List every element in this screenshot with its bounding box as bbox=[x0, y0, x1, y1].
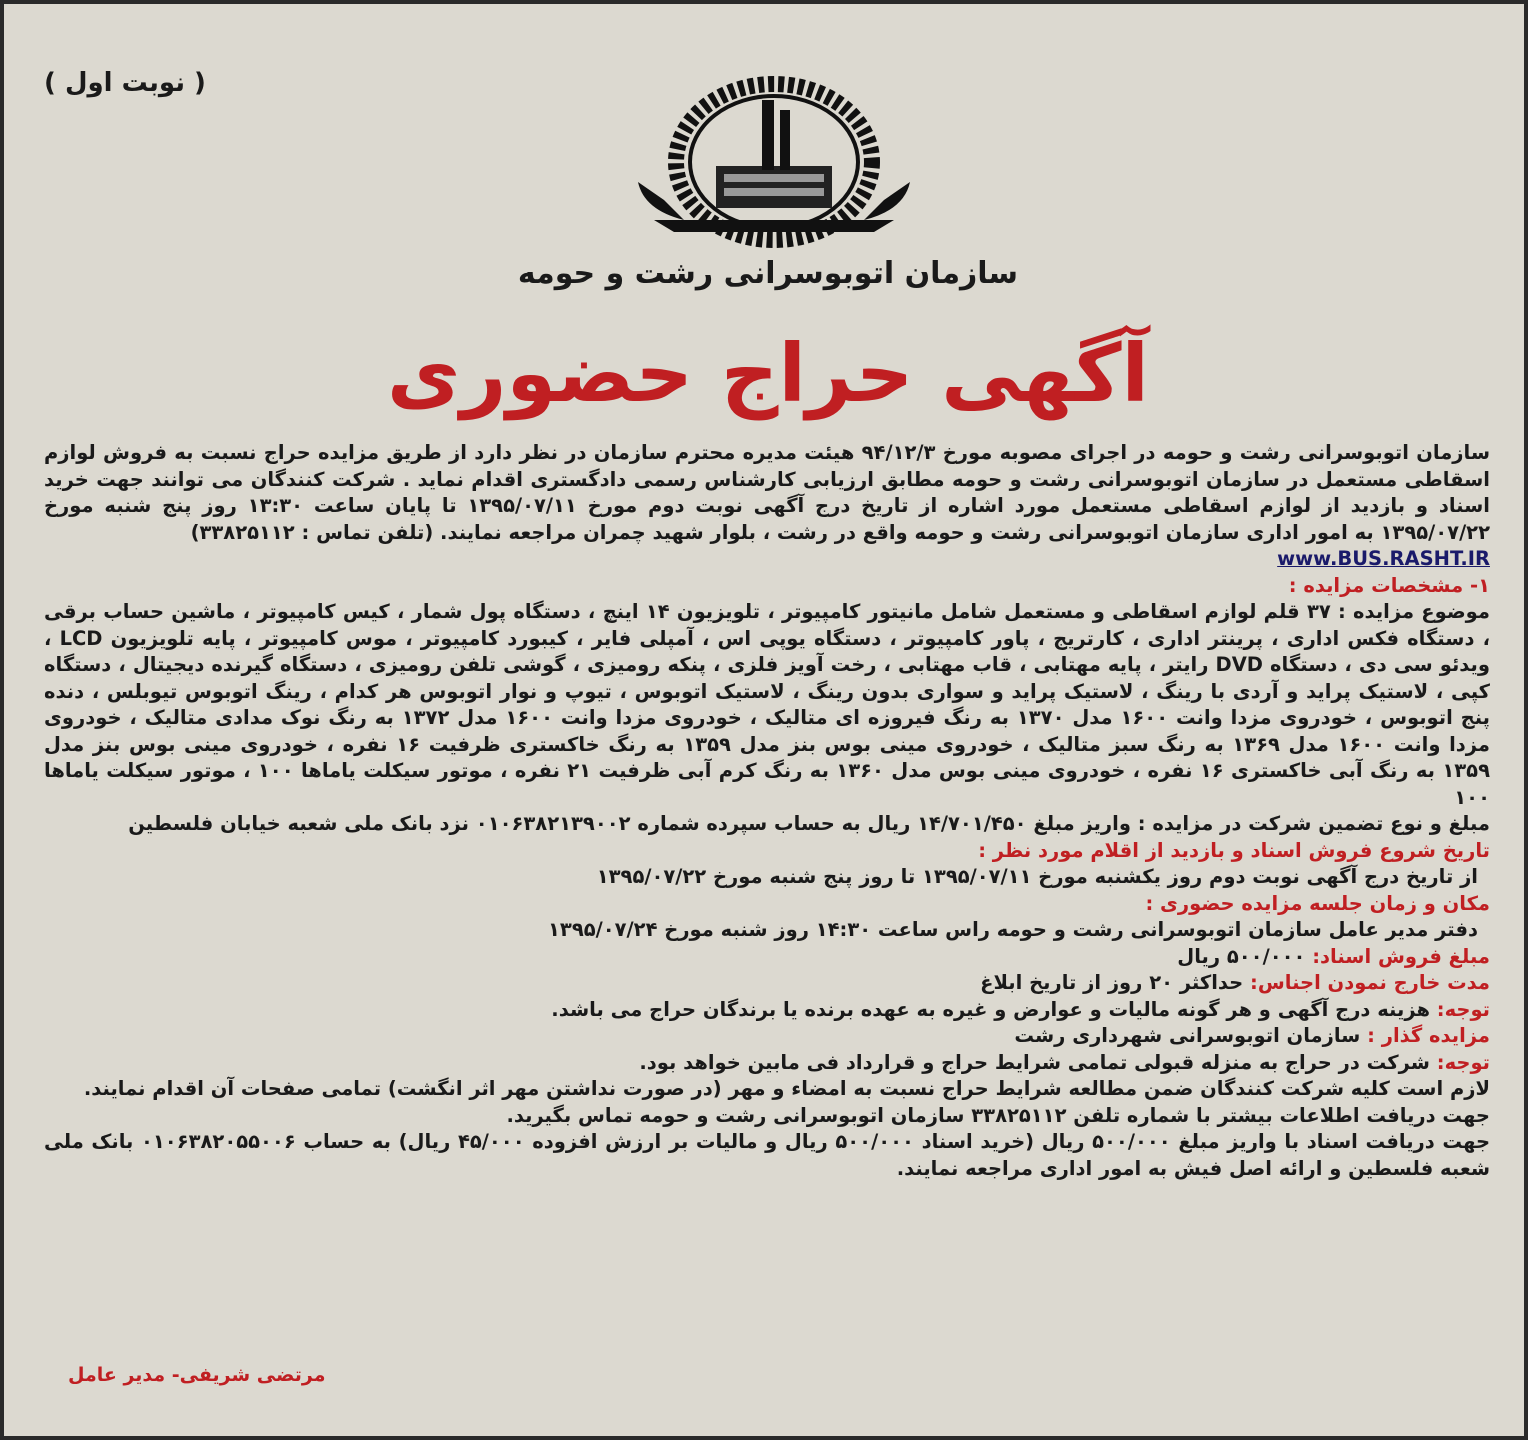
announcement-title: آگهی حراج حضوری bbox=[387, 327, 1149, 420]
note1-label: توجه: bbox=[1436, 997, 1490, 1021]
venue-text: دفتر مدیر عامل سازمان اتوبوسرانی رشت و حومه راس ساعت ۱۴:۳۰ روز شنبه مورخ ۱۳۹۵/۰۷/۲۴ bbox=[548, 918, 1478, 941]
website-link[interactable]: www.BUS.RASHT.IR bbox=[1277, 547, 1490, 570]
venue-heading: مکان و زمان جلسه مزایده حضوری : bbox=[1145, 891, 1490, 915]
start-heading: تاریخ شروع فروش اسناد و بازدید از اقلام مورد نظر : bbox=[978, 838, 1490, 862]
note1-text: هزینه درج آگهی و هر گونه مالیات و عوارض و غیره به عهده برنده یا برندگان حراج می باشد. bbox=[551, 997, 1430, 1021]
intro-paragraph: سازمان اتوبوسرانی رشت و حومه در اجرای مصوبه مورخ ۹۴/۱۲/۳ هیئت مدیره محترم سازمان در نظر دارد از طریق مزایده حراج نسبت به فروش لوازم اسقاطی مستعمل در سازمان اتوبوسرانی رشت و حومه مطابق ارزیابی کارشناس رسمی دادگستری اقدام نماید . شرکت کنندگان می توانند جهت خرید اسناد و بازدید از لوازم اسقاطی مستعمل مورد اشاره از تاریخ درج آگهی نوبت دوم مورخ ۱۳۹۵/۰۷/۱۱ تا پایان ساعت ۱۳:۳۰ روز پنج شنبه مورخ ۱۳۹۵/۰۷/۲۲ به امور اداری سازمان اتوبوسرانی رشت و حومه واقع در رشت ، بلوار شهید چمران مراجعه نمایند. (تلفن تماس : ۳۳۸۲۵۱۱۲) bbox=[44, 441, 1490, 544]
auctioneer-section bbox=[44, 1023, 1490, 1050]
announcement-body bbox=[44, 440, 1490, 1182]
signature: مرتضی شریفی- مدیر عامل bbox=[68, 1364, 326, 1386]
docfee-text: ۵۰۰/۰۰۰ ریال bbox=[1177, 944, 1306, 968]
specs-heading: ۱- مشخصات مزایده : bbox=[1288, 573, 1490, 597]
documents-payment-line: جهت دریافت اسناد با واریز مبلغ ۵۰۰/۰۰۰ ریال (خرید اسناد ۵۰۰/۰۰۰ ریال و مالیات بر ارزش افزوده ۴۵/۰۰۰ ریال) به حساب ۰۱۰۶۳۸۲۰۵۵۰۰۶ بانک ملی شعبه فلسطین و ارائه اصل فیش به امور اداری مراجعه نمایند. bbox=[44, 1130, 1490, 1180]
note2-label: توجه: bbox=[1436, 1050, 1490, 1074]
removal-label: مدت خارج نمودن اجناس: bbox=[1250, 971, 1490, 994]
sign-requirement-line: لازم است کلیه شرکت کنندگان ضمن مطالعه شرایط حراج نسبت به امضاء و مهر (در صورت نداشتن مهر اثر انگشت) تمامی صفحات آن اقدام نمایند. bbox=[83, 1077, 1490, 1100]
note1-section bbox=[44, 997, 1490, 1024]
deposit-label: مبلغ و نوع تضمین شرکت در مزایده : bbox=[1137, 812, 1490, 835]
subject-section bbox=[44, 599, 1490, 811]
removal-text: حداکثر ۲۰ روز از تاریخ ابلاغ bbox=[980, 971, 1244, 994]
deposit-text: واریز مبلغ ۱۴/۷۰۱/۴۵۰ ریال به حساب سپرده شماره ۰۱۰۶۳۸۲۱۳۹۰۰۲ نزد بانک ملی شعبه خیابان فلسطین bbox=[128, 812, 1131, 835]
organization-logo-icon bbox=[624, 70, 924, 250]
subject-text: ۳۷ قلم لوازم اسقاطی و مستعمل شامل مانیتور کامپیوتر ، تلویزیون ۱۴ اینچ ، دستگاه پول شمار ، کیس کامپیوتر ، ماشین حساب برقی ، دستگاه فکس اداری ، پرینتر اداری ، کارتریج ، پاور کامپیوتر ، دستگاه یوپی اس ، آمپلی فایر ، کیبورد کامپیوتر ، موس کامپیوتر ، پایه تلویزیون LCD ، ویدئو سی دی ، دستگاه DVD رایتر ، پایه مهتابی ، قاب مهتابی ، رخت آویز فلزی ، پنکه رومیزی ، گوشی تلفن رومیزی ، دستگاه گیرنده دیجیتال ، دستگاه کپی ، لاستیک پراید و آردی با رینگ ، لاستیک پراید و سواری بدون رینگ ، لاستیک اتوبوس ، تیوپ و نوار اتوبوس هر کدام ، رینگ اتوبوس تیوبلس ، دنده پنج اتوبوس ، خودروی مزدا وانت ۱۶۰۰ مدل ۱۳۷۰ به رنگ فیروزه ای متالیک ، خودروی مزدا وانت ۱۶۰۰ مدل ۱۳۷۲ به رنگ نوک مدادی متالیک ، خودروی مزدا وانت ۱۶۰۰ مدل ۱۳۶۹ به رنگ سبز متالیک ، خودروی مینی بوس بنز مدل ۱۳۵۹ به رنگ خاکستری ظرفیت ۱۶ نفره ، خودروی مینی بوس بنز مدل ۱۳۵۹ به رنگ آبی خاکستری ۱۶ نفره ، خودروی مینی بوس مدل ۱۳۶۰ به رنگ کرم آبی ظرفیت ۲۱ نفره ، موتور سیکلت یاماها ۱۰۰ ، موتور سیکلت یاماها ۱۰۰ bbox=[44, 600, 1491, 809]
start-text: از تاریخ درج آگهی نوبت دوم روز یکشنبه مورخ ۱۳۹۵/۰۷/۱۱ تا روز پنج شنبه مورخ ۱۳۹۵/۰۷/۲۲ bbox=[596, 865, 1478, 888]
docfee-section bbox=[44, 944, 1490, 971]
removal-section bbox=[44, 970, 1490, 997]
more-info-line: جهت دریافت اطلاعات بیشتر با شماره تلفن ۳۳۸۲۵۱۱۲ سازمان اتوبوسرانی رشت و حومه تماس بگیرید. bbox=[506, 1103, 1490, 1127]
auctioneer-label: مزایده گذار : bbox=[1367, 1024, 1490, 1047]
auctioneer-text: سازمان اتوبوسرانی شهرداری رشت bbox=[1014, 1024, 1361, 1047]
publication-round-badge: ( نوبت اول ) bbox=[44, 68, 206, 98]
deposit-section bbox=[44, 811, 1490, 838]
subject-label: موضوع مزایده : bbox=[1338, 600, 1490, 623]
note2-text: شرکت در حراج به منزله قبولی تمامی شرایط حراج و قرارداد فی مابین خواهد بود. bbox=[639, 1050, 1430, 1074]
organization-title: سازمان اتوبوسرانی رشت و حومه bbox=[517, 256, 1019, 291]
docfee-label: مبلغ فروش اسناد: bbox=[1312, 944, 1490, 968]
note2-section bbox=[44, 1050, 1490, 1077]
